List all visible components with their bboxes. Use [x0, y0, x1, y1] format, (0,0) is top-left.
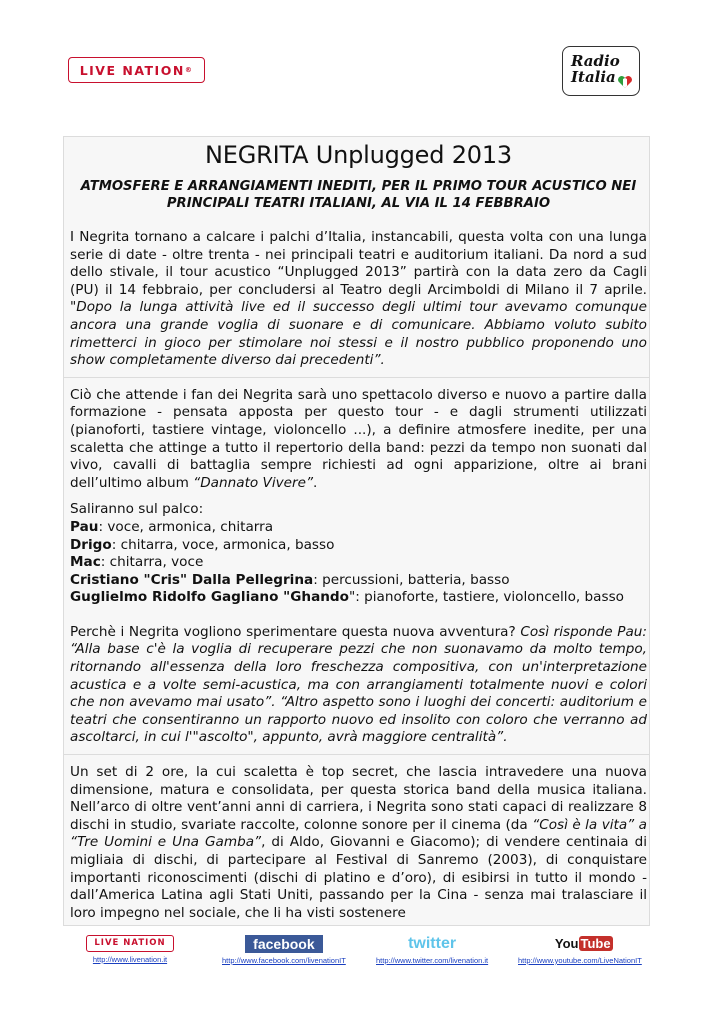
radio-italia-line1: Radio: [571, 52, 620, 70]
career-text-b: , di Aldo, Giovanni e Giacomo); di vendere centinaia di migliaia di dischi, di partecipare al Festival di Sanremo (2003), di conquistare importanti riconoscimenti (dischi di platino e d’oro), di esibirsi in tutto il mondo - dall’America Latina agli Stati Uniti, passando per la Cina - senza mai tralasciare il loro impegno nel sociale, che li ha visti sostenere: [70, 834, 647, 921]
paragraph-intro: [70, 229, 647, 370]
footer: [0, 935, 725, 975]
member-role: : chitarra, voce: [100, 554, 204, 571]
footer-youtube: [518, 935, 642, 965]
youtube-logo-you: You: [554, 936, 579, 951]
radio-italia-line2: Italia: [571, 68, 616, 86]
lineup-intro: Saliranno sul palco:: [70, 501, 204, 518]
lineup-item: [70, 589, 647, 607]
youtube-logo-icon[interactable]: [554, 935, 611, 953]
paragraph-show: [70, 387, 647, 493]
registered-mark: ®: [184, 66, 194, 74]
footer-livenation: [86, 935, 174, 964]
facebook-link[interactable]: http://www.facebook.com/livenationIT: [222, 956, 346, 965]
member-role: : percussioni, batteria, basso: [313, 571, 510, 588]
subtitle: ATMOSFERE E ARRANGIAMENTI INEDITI, PER IL PRIMO TOUR ACUSTICO NEI PRINCIPALI TEATRI ITALIANI, AL VIA IL 14 FEBBRAIO: [80, 179, 637, 211]
lineup-list: [70, 501, 647, 607]
italian-flag-heart-icon: [617, 75, 633, 89]
interview-quote: Così risponde Pau: “Alla base c'è la voglia di recuperare pezzi che non suonavamo da molto tempo, ritornando all'essenza della loro freschezza compositiva, con un'interpretazione acustica e a volte semi-acustica, ma con arrangiamenti totalmente nuovi e colori che non avevamo mai usato”. “Altro aspetto sono i luoghi dei concerti: auditorium e teatri che consentiranno un rapporto nuovo ed insolito con coloro che verranno ad ascoltarci, in cui l'"ascolto", appunto, avrà maggiore centralità”.: [70, 623, 647, 746]
intro-text: I Negrita tornano a calcare i palchi d’Italia, instancabili, questa volta con una lunga serie di date - oltre trenta - nei principali teatri e auditorium italiani. Da nord a sud dello stivale, il tour acustico “Unplugged 2013” partirà con la data zero da Cagli (PU) il 14 febbraio, per concludersi al Teatro degli Arcimboldi di Milano il 7 aprile.: [70, 229, 647, 298]
paragraph-career: [70, 764, 647, 922]
lineup-item: [70, 519, 647, 537]
live-nation-logo: [68, 57, 205, 83]
press-release-content: [70, 137, 647, 922]
divider: [64, 377, 650, 378]
show-text-end: .: [313, 474, 318, 491]
member-role: : chitarra, voce, armonica, basso: [111, 536, 335, 553]
album-title: “Dannato Vivere”: [193, 474, 314, 491]
twitter-logo-icon[interactable]: twitter: [408, 935, 457, 952]
interview-text: Perchè i Negrita vogliono sperimentare questa nuova avventura?: [70, 623, 521, 640]
facebook-logo-icon[interactable]: facebook: [245, 935, 323, 953]
member-name: Cristiano "Cris" Dalla Pellegrina: [70, 571, 314, 588]
member-role: : voce, armonica, chitarra: [98, 518, 274, 535]
member-name: Guglielmo Ridolfo Gagliano "Ghando: [70, 589, 349, 606]
paragraph-interview: [70, 624, 647, 747]
lineup-item: [70, 554, 647, 572]
lineup-item: [70, 537, 647, 555]
member-name: Drigo: [70, 536, 112, 553]
member-role: ": pianoforte, tastiere, violoncello, basso: [348, 589, 624, 606]
footer-facebook: [222, 935, 346, 965]
livenation-link[interactable]: http://www.livenation.it: [92, 955, 168, 964]
film-titles: “Così è la vita” a “Tre Uomini e Una Gamba”: [70, 816, 647, 851]
show-text: Ciò che attende i fan dei Negrita sarà uno spettacolo diverso e nuovo a partire dalla formazione - pensata apposta per questo tour - e dagli strumenti utilizzati (pianoforti, tastiere vintage, violoncello ...), a definire atmosfere inedite, per una scaletta che attinge a tutto il repertorio della band: pezzi da tempo non suonati dal vivo, cavalli di battaglia sempre richiesti ad ogni apparizione, oltre ai brani dell’ultimo album: [70, 386, 647, 491]
twitter-link[interactable]: http://www.twitter.com/livenation.it: [376, 956, 489, 965]
footer-twitter: [376, 935, 488, 965]
career-text-a: Un set di 2 ore, la cui scaletta è top secret, che lascia intravedere una nuova dimensione, matura e consolidata, per questa storica band della musica italiana. Nell’arco di oltre vent’anni anni di carriera, i Negrita sono stati capaci di realizzare 8 dischi in studio, svariate raccolte, colonne sonore per il cinema (da: [70, 764, 647, 833]
press-release-box: [63, 136, 650, 926]
youtube-link[interactable]: http://www.youtube.com/LiveNationIT: [518, 956, 642, 965]
intro-quote: "Dopo la lunga attività live ed il successo degli ultimi tour avevamo comunque ancora una grande voglia di suonare e di comunicare. Abbiamo voluto subito rimetterci in gioco per stimolare noi stessi e il nostro pubblico proponendo uno show completamente diverso dai precedenti”.: [70, 299, 647, 369]
page-title: NEGRITA Unplugged 2013: [205, 141, 512, 169]
youtube-logo-tube: Tube: [580, 936, 611, 951]
live-nation-logo-text: LIVE NATION: [79, 62, 185, 78]
member-name: Pau: [70, 518, 99, 535]
lineup-item: [70, 572, 647, 590]
live-nation-footer-logo[interactable]: LIVE NATION: [86, 935, 174, 952]
radio-italia-logo: [562, 46, 640, 96]
member-name: Mac: [70, 554, 101, 571]
divider: [64, 754, 650, 755]
